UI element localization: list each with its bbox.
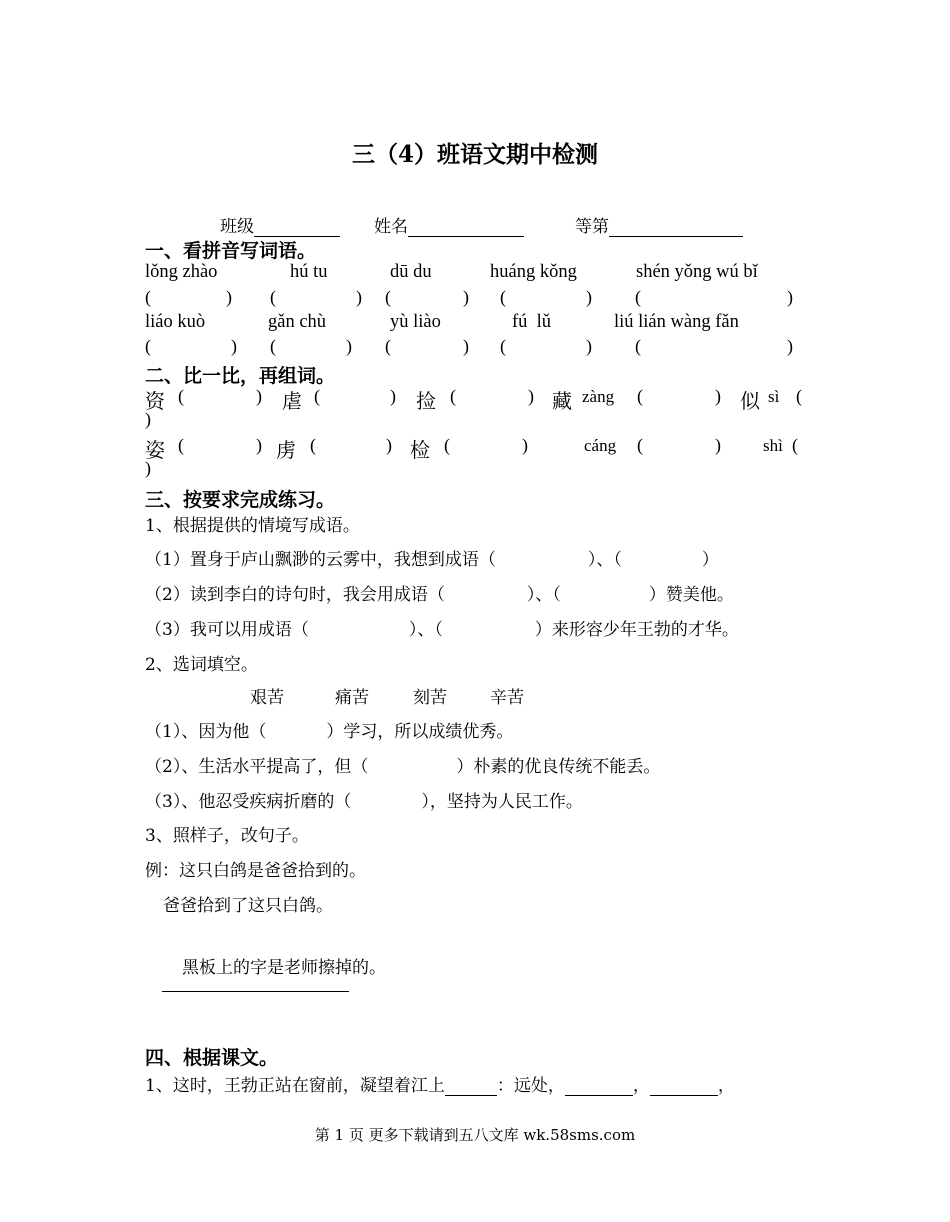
compare-char: 似 [740,389,760,413]
answer-box[interactable]: ( ) [637,386,721,406]
question-text: ：远处， [496,1076,565,1096]
answer-box[interactable]: ( ) [444,435,528,455]
word-option: 艰苦 [250,688,284,708]
question-text: ）学习，所以成绩优秀。 [326,722,514,742]
question-text: ），坚持为人民工作。 [421,792,583,812]
question-text: ）、（ [526,585,561,605]
example-sentence: 例：这只白鸽是爸爸拾到的。 [145,861,366,881]
class-field [220,212,340,237]
answer-box[interactable]: ( ) [500,336,592,356]
question: 1、根据提供的情境写成语。 [145,516,360,536]
question-text: ， [717,1076,735,1096]
pinyin-item: dū du [390,262,432,282]
answer-box[interactable]: ( ) [270,287,362,307]
answer-line[interactable] [162,991,349,992]
page-title: 三（4）班语文期中检测 [351,141,598,168]
compare-pinyin: sì [768,387,780,406]
word-option: 痛苦 [335,688,369,708]
answer-box-close: ) [145,458,151,478]
answer-box[interactable]: ( ) [310,435,392,455]
word-option: 刻苦 [413,688,447,708]
task-sentence: 黑板上的字是老师擦掉的。 [182,958,386,978]
question-line [145,615,739,640]
answer-box[interactable]: ( ) [635,336,793,356]
question-text: ， [632,1076,650,1096]
name-label: 姓名 [374,217,408,237]
section1-heading: 一、看拼音写词语。 [145,240,317,262]
pinyin-item: liú lián wàng fǎn [614,312,739,332]
question: 2、选词填空。 [145,655,258,675]
example-answer: 爸爸拾到了这只白鸽。 [163,896,333,916]
compare-char: 虐 [282,389,302,413]
question-text: ） [701,550,719,570]
pinyin-item: shén yǒng wú bǐ [636,262,758,282]
question-text: （1）、因为他（ [145,722,267,742]
pinyin-item: hú tu [290,262,328,282]
answer-box[interactable]: ( ) [178,386,262,406]
section4-heading: 四、根据课文。 [145,1047,279,1069]
answer-box[interactable]: ( ) [385,336,469,356]
question-text: （3）、他忍受疾病折磨的（ [145,792,352,812]
question-text: 1、这时，王勃正站在窗前，凝望着江上 [145,1076,445,1096]
section3-heading: 三、按要求完成练习。 [145,489,336,511]
grade-blank[interactable] [609,218,743,237]
compare-pinyin: shì [763,436,783,455]
compare-char: 藏 [552,389,572,413]
question: 3、照样子，改句子。 [145,826,309,846]
answer-box[interactable]: ( ) [145,287,232,307]
answer-blank[interactable] [565,1077,633,1096]
answer-blank[interactable] [445,1077,497,1096]
answer-box-open[interactable]: ( [792,435,798,455]
answer-box-open[interactable]: ( [796,386,802,406]
answer-box[interactable]: ( ) [450,386,534,406]
question-line [145,1071,735,1096]
pinyin-item: yù liào [390,312,441,332]
section2-heading: 二、比一比，再组词。 [145,365,336,387]
question-line [145,787,583,812]
question-text: （3）我可以用成语（ [145,620,309,640]
question-text: ）来形容少年王勃的才华。 [534,620,739,640]
compare-pinyin: cáng [584,436,617,455]
word-option: 辛苦 [490,688,524,708]
answer-box[interactable]: ( ) [385,287,469,307]
answer-box[interactable]: ( ) [178,435,262,455]
pinyin-item: fú lǔ [512,312,552,332]
question-line [145,545,719,570]
pinyin-item: liáo kuò [145,312,206,332]
compare-char: 捡 [416,389,436,413]
question-text: ）朴素的优良传统不能丢。 [456,757,661,777]
compare-char: 姿 [145,438,165,462]
answer-box[interactable]: ( ) [637,435,721,455]
page-footer: 第 1 页 更多下载请到五八文库 wk.58sms.com [314,1126,636,1144]
question-line [145,580,734,605]
name-blank[interactable] [408,218,524,237]
class-label: 班级 [220,217,254,237]
class-blank[interactable] [254,218,340,237]
pinyin-item: gǎn chù [268,312,327,332]
compare-char: 虏 [276,438,296,462]
answer-box[interactable]: ( ) [635,287,793,307]
compare-char: 检 [410,438,430,462]
compare-pinyin: zàng [582,387,615,406]
answer-box[interactable]: ( ) [145,336,237,356]
pinyin-item: huáng kǒng [490,262,577,282]
answer-box-close: ) [145,409,151,429]
question-line [145,717,513,742]
question-text: （2）读到李白的诗句时，我会用成语（ [145,585,445,605]
answer-blank[interactable] [650,1077,718,1096]
pinyin-item: lǒng zhào [145,262,218,282]
question-text: ）、（ [408,620,443,640]
answer-box[interactable]: ( ) [500,287,592,307]
question-text: （2）、生活水平提高了，但（ [145,757,369,777]
question-text: （1）置身于庐山飘渺的云雾中，我想到成语（ [145,550,496,570]
question-text: ）、（ [587,550,622,570]
question-text: ）赞美他。 [648,585,734,605]
name-field [374,212,524,237]
grade-field [575,212,743,237]
answer-box[interactable]: ( ) [314,386,396,406]
answer-box[interactable]: ( ) [270,336,352,356]
compare-char: 资 [145,389,165,413]
grade-label: 等第 [575,217,609,237]
question-line [145,752,660,777]
